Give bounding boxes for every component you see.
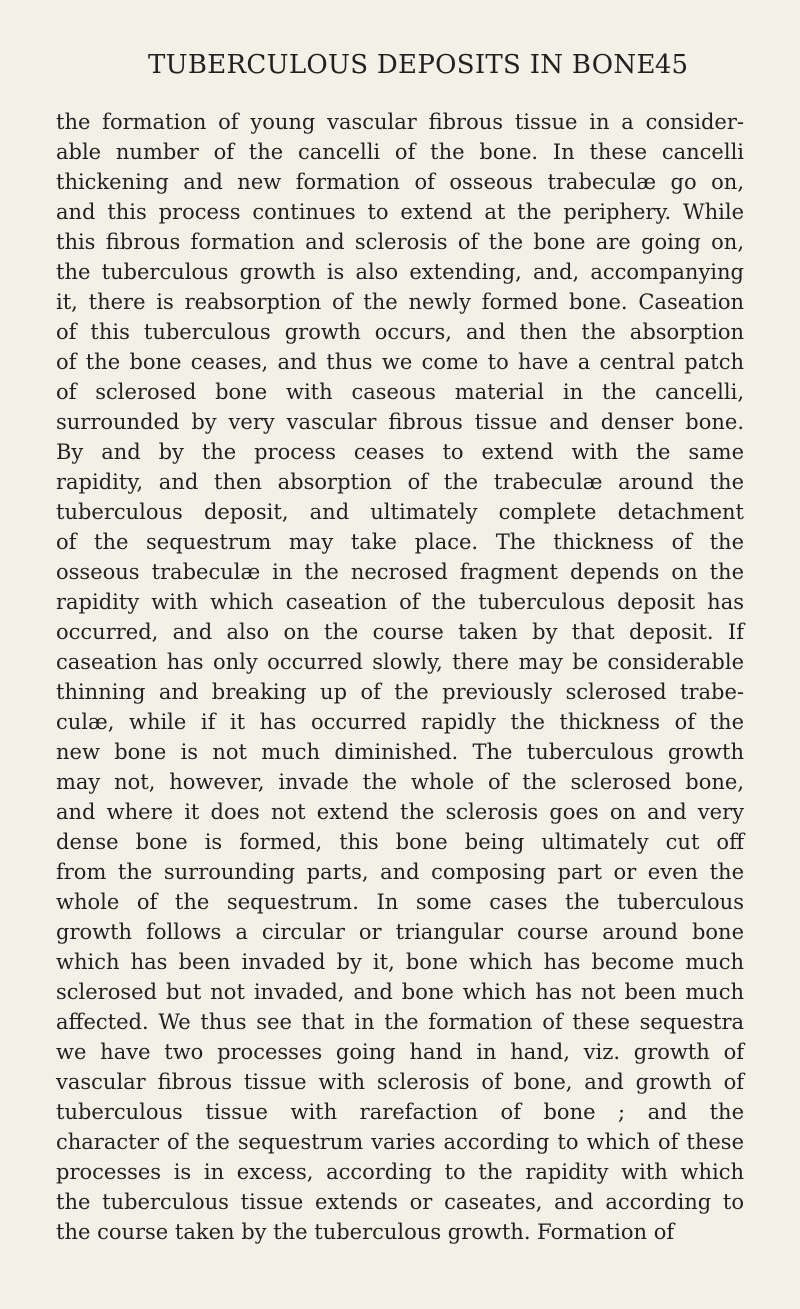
text-line: vascular fibrous tissue with sclerosis of bone, and growth of	[56, 1070, 744, 1094]
text-line: and where it does not extend the sclerosis goes on and very	[56, 800, 744, 824]
text-line: culæ, while if it has occurred rapidly the thickness of the	[56, 710, 744, 734]
text-line: of the bone ceases, and thus we come to have a central patch	[56, 350, 744, 374]
text-line: the tuberculous tissue extends or caseates, and according to	[56, 1190, 744, 1214]
text-line: rapidity, and then absorption of the trabeculæ around the	[56, 470, 744, 494]
text-line: whole of the sequestrum. In some cases the tuberculous	[56, 890, 744, 914]
text-line: growth follows a circular or triangular course around bone	[56, 920, 744, 944]
text-line: new bone is not much diminished. The tuberculous growth	[56, 740, 744, 764]
running-title: TUBERCULOUS DEPOSITS IN BONE	[148, 50, 656, 80]
text-line: affected. We thus see that in the formation of these sequestra	[56, 1010, 744, 1034]
text-line: and this process continues to extend at the periphery. While	[56, 200, 744, 224]
text-line: this fibrous formation and sclerosis of the bone are going on,	[56, 230, 744, 254]
text-line: of this tuberculous growth occurs, and then the absorption	[56, 320, 744, 344]
text-line: thinning and breaking up of the previously sclerosed trabe-	[56, 680, 744, 704]
text-line: tuberculous deposit, and ultimately complete detachment	[56, 500, 744, 524]
text-line: thickening and new formation of osseous trabeculæ go on,	[56, 170, 744, 194]
text-line: which has been invaded by it, bone which has become much	[56, 950, 744, 974]
page-number: 45	[654, 50, 688, 80]
text-line: dense bone is formed, this bone being ultimately cut off	[56, 830, 744, 854]
text-line: osseous trabeculæ in the necrosed fragment depends on the	[56, 560, 744, 584]
text-line: sclerosed but not invaded, and bone which has not been much	[56, 980, 744, 1004]
page-header	[148, 50, 688, 90]
text-line: we have two processes going hand in hand, viz. growth of	[56, 1040, 744, 1064]
text-line: character of the sequestrum varies according to which of these	[56, 1130, 744, 1154]
text-line: the tuberculous growth is also extending, and, accompanying	[56, 260, 744, 284]
text-line: rapidity with which caseation of the tuberculous deposit has	[56, 590, 744, 614]
text-line: the course taken by the tuberculous growth. Formation of	[56, 1220, 675, 1244]
text-line: may not, however, invade the whole of the sclerosed bone,	[56, 770, 744, 794]
text-line: it, there is reabsorption of the newly formed bone. Caseation	[56, 290, 744, 314]
text-line: tuberculous tissue with rarefaction of bone ; and the	[56, 1100, 744, 1124]
text-line: of the sequestrum may take place. The thickness of the	[56, 530, 744, 554]
text-line: able number of the cancelli of the bone. In these cancelli	[56, 140, 744, 164]
text-line: occurred, and also on the course taken by that deposit. If	[56, 620, 744, 644]
text-line: processes is in excess, according to the rapidity with which	[56, 1160, 744, 1184]
text-line: of sclerosed bone with caseous material in the cancelli,	[56, 380, 744, 404]
text-line: from the surrounding parts, and composing part or even the	[56, 860, 744, 884]
text-line: By and by the process ceases to extend with the same	[56, 440, 744, 464]
text-line: surrounded by very vascular fibrous tissue and denser bone.	[56, 410, 744, 434]
text-line: the formation of young vascular fibrous tissue in a consider-	[56, 110, 744, 134]
text-line: caseation has only occurred slowly, there may be considerable	[56, 650, 744, 674]
